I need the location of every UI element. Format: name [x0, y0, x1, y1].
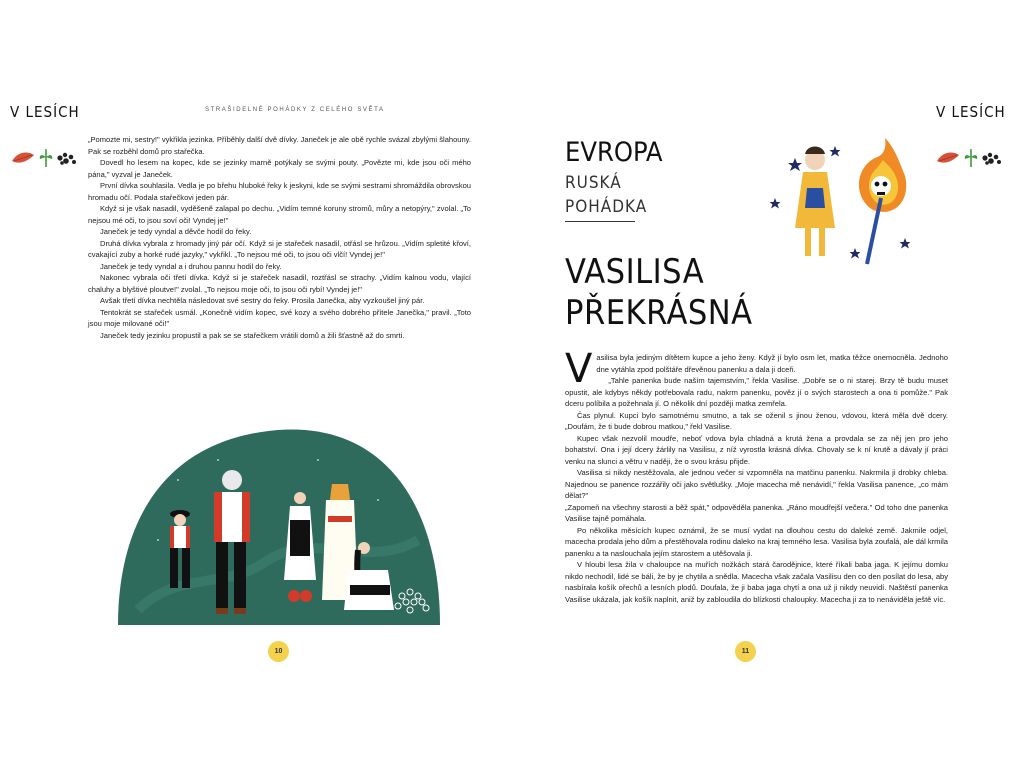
paragraph: Nakonec vybrala oči třetí dívka. Když si je stařeček nasadil, roztřásl se strachy. „Vidím kalnou vodu, vlající chaluhy a blyštivé ploutve!" zvolal. „To nejsou moje oči, to jsou oči rybí! Vyndej je!" [88, 273, 471, 294]
first-paragraph-text: asilisa byla jediným dítětem kupce a jeho ženy. Když jí bylo osm let, matka těžce onemocněla. Jednoho dne vytáhla zpod polštáře dřevěnou panenku a dala ji dceři. [596, 353, 948, 374]
paragraph: Vasilisa si nikdy nestěžovala, ale jednou večer si vzpomněla na matčinu panenku. Nakrmila ji drobky chleba. Najednou se panence rozzářily oči jako světlušky. „Moje macecha mě nenávidí," řekla Vasilisa panence, „co mám dělat?" [565, 468, 948, 500]
right-body-text [565, 346, 948, 605]
paragraph: „Zapomeň na všechny starosti a běž spát," odpověděla panenka. „Ráno moudřejší večera." Od toho dne panenka Vasilise tajně pomáhala. [565, 502, 948, 523]
page-number: 10 [268, 641, 289, 662]
left-body-text [88, 134, 471, 341]
paragraph: Dovedl ho lesem na kopec, kde se jezinky marně potýkaly se svými pouty. „Povězte mi, kde jsou oči mého pána," vyzval je Janeček. [88, 158, 471, 179]
doll-skull-illustration [765, 138, 915, 266]
leaf-icon [12, 153, 34, 163]
subtitle: POHÁDKA [565, 197, 648, 217]
paragraph: Když si je však nasadil, vyděšeně zalapal po dechu. „Vidím temné koruny stromů, můry a netopýry," zvolal. „To nejsou mé oči, to jsou soví oči! Vyndej je!" [88, 204, 471, 225]
paragraph: „Pomozte mi, sestry!" vykřikla jezinka. Příběhly další dvě dívky. Janeček je ale obě rychle svázal zbylými šlahouny. Pak se rozběhl domů pro stařečka. [88, 135, 471, 156]
chapter-decoration [10, 147, 80, 169]
paragraph: Tentokrát se stařeček usmál. „Konečně vidím kopec, své kozy a svého dobrého přítele Janečka," pravil. „Toto jsou moje milované oči!" [88, 307, 471, 328]
paragraph: Janeček je tedy vyndal a děvče hodil do řeky. [100, 227, 252, 236]
berries-icon [57, 153, 76, 165]
wooden-doll [795, 147, 835, 257]
paragraph: „Tahle panenka bude naším tajemstvím," řekla Vasilise. „Dobře se o ni starej. Brzy tě budu muset opustit, ale kdybys někdy potřebovala radu, nakrm panenku, pověz jí o svých starostech a ona ti pomůže." Pak dceru políbila a požehnala jí. O několik dní později matka zemřela. [565, 376, 948, 408]
chapter-decoration [935, 147, 1005, 169]
subtitle: RUSKÁ [565, 173, 622, 193]
paragraph: Kupec však nezvolil moudře, neboť vdova byla chladná a krutá žena a provdala se za něj jen pro jeho bohatství. Ona i její dcery žárlily na Vasilisu, z níž vyrostla krásná dívka. Chovaly se k ní krutě a dávaly jí práci venku na slunci a větru v naději, že o svou krásu přijde. [565, 433, 948, 466]
leaf-icon [937, 153, 959, 163]
chapter-heading: V LESÍCH [10, 103, 80, 121]
paragraph: Janeček je tedy vyndal a i druhou pannu hodil do řeky. [100, 261, 282, 271]
divider [565, 221, 635, 222]
running-head: STRAŠIDELNÉ POHÁDKY Z CELÉHO SVĚTA [205, 107, 385, 113]
story-illustration [118, 420, 440, 625]
sprig-icon [40, 149, 53, 167]
berries-icon [982, 153, 1001, 165]
page-number: 11 [735, 641, 756, 662]
chapter-heading: V LESÍCH [936, 103, 1006, 121]
paragraph: Janeček tedy jezinku propustil a pak se se stařečkem vrátili domů a žili šťastně až do smrti. [100, 330, 405, 340]
paragraph: V hloubi lesa žila v chaloupce na muřích nožkách stará čarodějnice, které říkali baba jaga. K jejímu domku nikdo nechodil, lidé se báli, že by je chytila a snědla. Macecha však začala Vasilisu den co den posílat do lesa, aby nasbírala košík ořechů a lesních plodů. Doufala, že ji baba jaga chytí a ona už ji nikdy neuvidí. Naštěstí panenka Vasilise ukázala, jak košík naplnit, aniž by zabloudila do blízkosti chaloupky. Macecha ji za to nenáviděla ještě víc. [565, 560, 948, 604]
sprig-icon [965, 149, 978, 167]
paragraph: První dívka souhlasila. Vedla je po břehu hluboké řeky k jeskyni, kde se svými sestrami shromáždila obrovskou hromadu očí. Podala stařečkovi jeden pár. [88, 181, 471, 202]
paragraph: Druhá dívka vybrala z hromady jiný pár očí. Když si je stařeček nasadil, otřásl se hrůzou. „Vidím spletité křoví, cvakající zuby a horké rudé jazyky," vykřikl. „To nejsou mé oči, to jsou oči vlčí! Vyndej je!" [88, 238, 471, 259]
drop-cap: V [565, 346, 593, 392]
paragraph: Čas plynul. Kupci bylo samotnému smutno, a tak se oženil s jinou ženou, vdovou, která měla dvě dcery. „Doufám, že ti bude dobrou matkou," řekl Vasilise. [565, 410, 948, 431]
story-title: VASILISA [565, 252, 705, 292]
paragraph: Po několika měsících kupec oznámil, že se musí vydat na dlouhou cestu do daleké země. Jakmile odjel, macecha prodala jeho dům a přestěhovala rodinu daleko na kraj temného lesa. Vasilisa byla zoufalá, ale dál krmila panenku a ta naslouchala jejím starostem a utěšovala ji. [565, 525, 948, 558]
story-title: PŘEKRÁSNÁ [565, 293, 753, 333]
paragraph: Avšak třetí dívka nechtěla následovat své sestry do řeky. Prosila Janečka, aby vyzkoušel jiný pár. [100, 296, 425, 305]
fiery-skull [859, 138, 906, 264]
region-label: EVROPA [565, 137, 663, 168]
